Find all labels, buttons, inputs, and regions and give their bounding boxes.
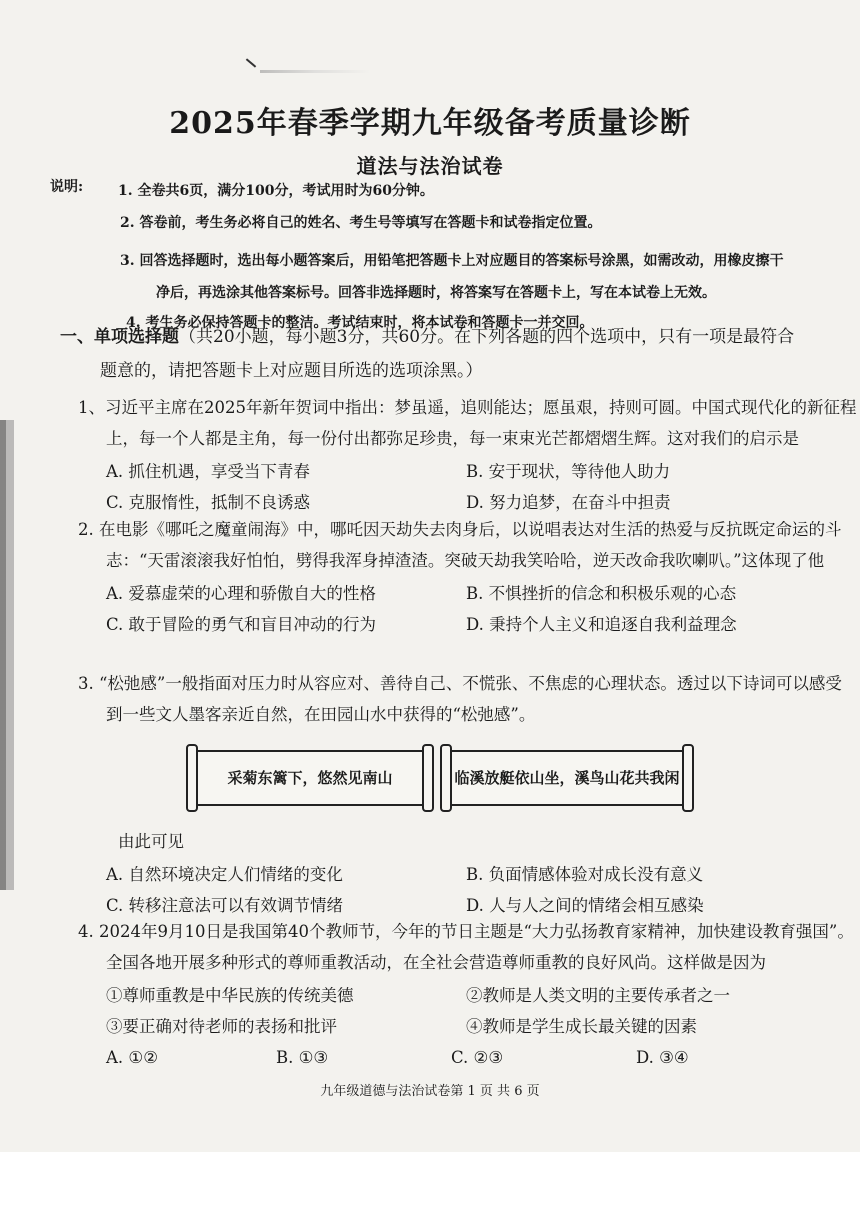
question-1 — [78, 392, 858, 518]
instructions-label: 说明: — [50, 179, 84, 195]
statement-1: ①尊师重教是中华民族的传统美德 — [106, 986, 354, 1005]
option-c[interactable]: C. 克服惰性，抵制不良诱惑 — [106, 493, 311, 512]
scroll-curl-icon — [422, 744, 434, 812]
options — [78, 578, 858, 640]
option-c[interactable]: C. 敢于冒险的勇气和盲目冲动的行为 — [106, 615, 377, 634]
pen-mark — [246, 58, 256, 67]
page-title: 2025年春季学期九年级备考质量诊断 — [169, 106, 691, 141]
options — [78, 859, 858, 921]
scroll-curl-icon — [682, 744, 694, 812]
section-description: （共20小题，每小题3分，共60分。在下列各题的四个选项中，只有一项是最符合 — [179, 327, 795, 347]
question-3-options — [78, 826, 858, 921]
poem-banners — [184, 738, 694, 818]
option-d[interactable]: D. ③④ — [636, 1048, 689, 1067]
question-stem: 1、习近平主席在2025年新年贺词中指出：梦虽遥，追则能达；愿虽艰，持则可圆。中国式现代化的新征程上，每一个人都是主角，每一份付出都弥足珍贵，每一束束光芒都熠熠生辉。这对我们的启示是 — [78, 398, 857, 448]
question-lead: 由此可见 — [118, 832, 184, 851]
option-d[interactable]: D. 秉持个人主义和追逐自我利益理念 — [466, 615, 737, 634]
option-a[interactable]: A. ①② — [106, 1048, 158, 1067]
options — [78, 1042, 858, 1073]
question-3 — [78, 668, 858, 730]
section-title: 一、单项选择题 — [60, 327, 179, 347]
scan-edge-shadow — [0, 420, 14, 890]
question-4 — [78, 916, 858, 1073]
option-c[interactable]: C. 转移注意法可以有效调节情绪 — [106, 896, 344, 915]
statement-4: ④教师是学生成长最关键的因素 — [466, 1017, 697, 1036]
poem-text: 临溪放艇依山坐，溪鸟山花共我闲 — [454, 769, 680, 787]
option-a[interactable]: A. 抓住机遇，享受当下青春 — [106, 462, 310, 481]
page-footer: 九年级道德与法治试卷第 1 页 共 6 页 — [320, 1084, 540, 1099]
option-b[interactable]: B. ①③ — [276, 1048, 329, 1067]
question-2 — [78, 514, 858, 640]
scroll-curl-icon — [440, 744, 452, 812]
scroll-curl-icon — [186, 744, 198, 812]
instruction-item: 1. 全卷共6页，满分100分，考试用时为60分钟。 — [118, 183, 434, 199]
instruction-item: 3. 回答选择题时，选出每小题答案后，用铅笔把答题卡上对应题目的答案标号涂黑，如需改动，用橡皮擦干 — [120, 253, 784, 269]
poem-text: 采菊东篱下，悠然见南山 — [227, 769, 393, 787]
option-c[interactable]: C. ②③ — [451, 1048, 504, 1067]
options — [78, 456, 858, 518]
option-b[interactable]: B. 安于现状，等待他人助力 — [466, 462, 671, 481]
scan-smudge — [260, 70, 370, 73]
statements — [78, 980, 858, 1042]
option-d[interactable]: D. 努力追梦，在奋斗中担责 — [466, 493, 671, 512]
page-subtitle: 道法与法治试卷 — [356, 154, 504, 178]
poem-banner-2 — [446, 750, 688, 806]
section-description-cont: 题意的，请把答题卡上对应题目所选的选项涂黑。） — [100, 361, 483, 381]
option-b[interactable]: B. 不惧挫折的信念和积极乐观的心态 — [466, 584, 737, 603]
section-header — [60, 320, 850, 388]
option-d[interactable]: D. 人与人之间的情绪会相互感染 — [466, 896, 704, 915]
instruction-item: 2. 答卷前，考生务必将自己的姓名、考生号等填写在答题卡和试卷指定位置。 — [120, 215, 602, 231]
instruction-item: 净后，再选涂其他答案标号。回答非选择题时，将答案写在答题卡上，写在本试卷上无效。 — [156, 285, 716, 301]
statement-3: ③要正确对待老师的表扬和批评 — [106, 1017, 337, 1036]
statement-2: ②教师是人类文明的主要传承者之一 — [466, 986, 730, 1005]
page-bottom-margin — [0, 1152, 860, 1217]
poem-banner-1 — [192, 750, 428, 806]
option-b[interactable]: B. 负面情感体验对成长没有意义 — [466, 865, 704, 884]
option-a[interactable]: A. 爱慕虚荣的心理和骄傲自大的性格 — [106, 584, 376, 603]
instruction-item: 4. 考生务必保持答题卡的整洁。考试结束时，将本试卷和答题卡一并交回。 — [126, 315, 594, 331]
question-stem: 4. 2024年9月10日是我国第40个教师节，今年的节日主题是“大力弘扬教育家精神，加快建设教育强国”。全国各地开展多种形式的尊师重教活动，在全社会营造尊师重教的良好风尚。这样做是因为 — [78, 922, 854, 972]
question-stem: 2. 在电影《哪吒之魔童闹海》中，哪吒因天劫失去肉身后，以说唱表达对生活的热爱与反抗既定命运的斗志：“天雷滚滚我好怕怕，劈得我浑身掉渣渣。突破天劫我笑哈哈，逆天改命我吹喇叭。”这体现了他 — [78, 520, 842, 570]
question-stem: 3. “松弛感”一般指面对压力时从容应对、善待自己、不慌张、不焦虑的心理状态。透过以下诗词可以感受到一些文人墨客亲近自然，在田园山水中获得的“松弛感”。 — [78, 674, 842, 724]
option-a[interactable]: A. 自然环境决定人们情绪的变化 — [106, 865, 343, 884]
